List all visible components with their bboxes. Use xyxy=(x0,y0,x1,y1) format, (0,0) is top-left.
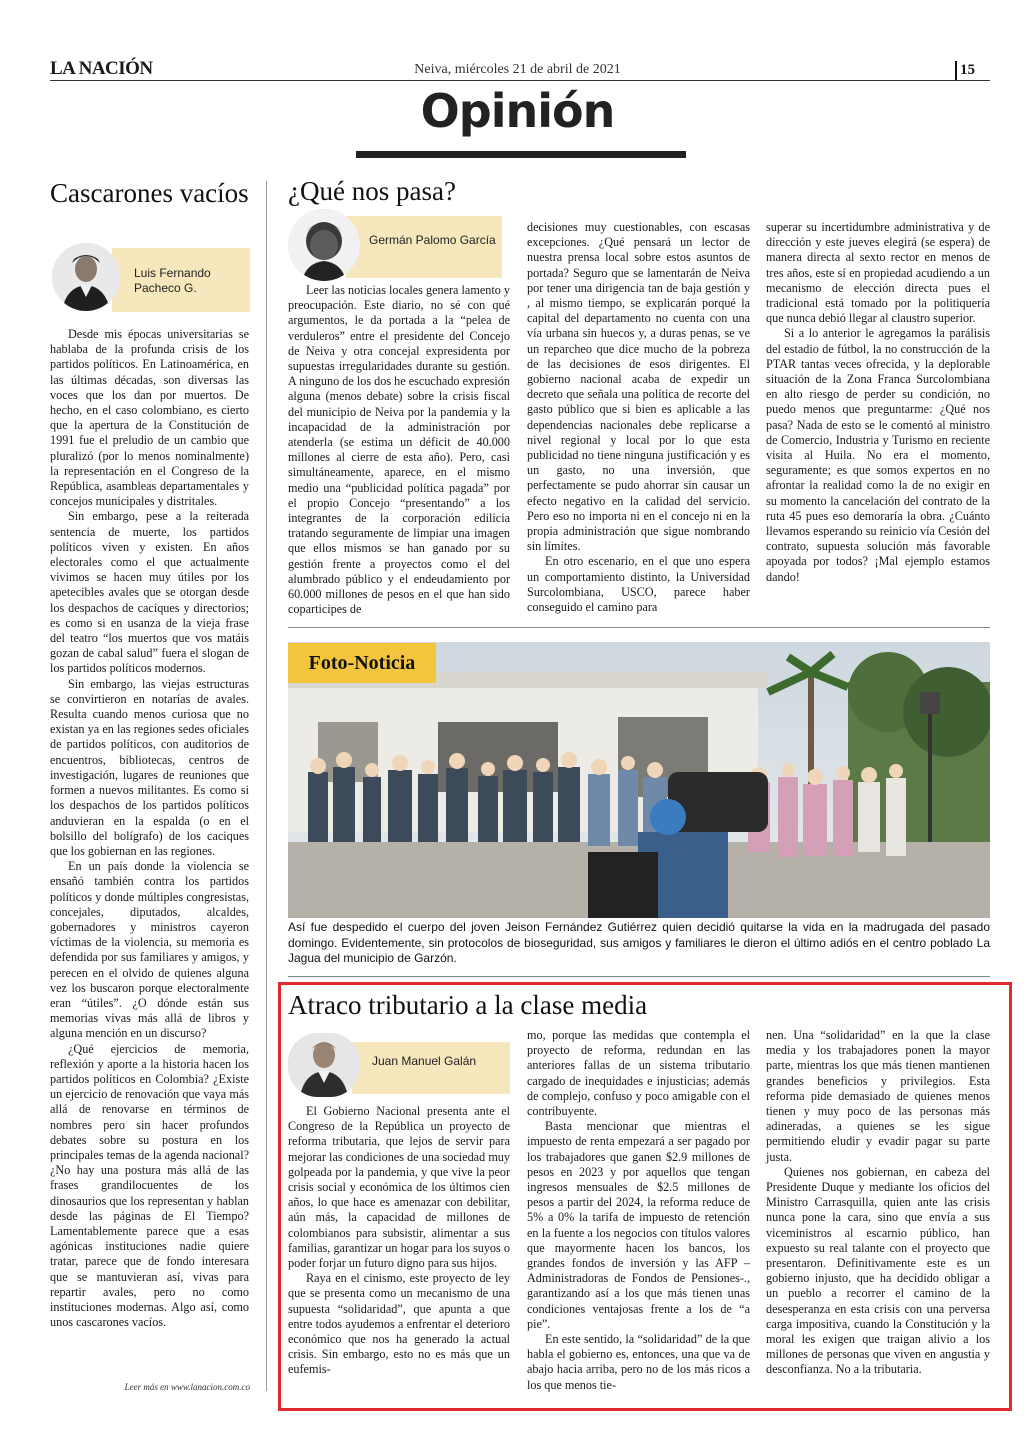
paragraph: superar su incertidumbre administrativa y de dirección y este jueves elegirá (se espera) de manera directa al sexto rector en menos de tres años, este sí en propiedad acudiendo a un mecanismo de elección directa pues el tradicional está tomado por la politiquería que nunca debió llegar al claustro superior. xyxy=(766,220,990,326)
paragraph: nen. Una “solidaridad” en la que la clase media y los trabajadores ponen la mayor parte, mientras los que más tienen mantienen grandes beneficios y privilegios. Esta reforma pide demasiado de quienes menos tienen y muy poco de las personas más adineradas, a quienes se les sigue permitiendo eludir y evadir pagar su parte justa. xyxy=(766,1028,990,1164)
paragraph: mo, porque las medidas que contempla el proyecto de reforma, redundan en las anteriores fallas de un sistema tributario cargado de inequidades e injusticias; además de complejo, confuso y poco amigable con el contribuyente. xyxy=(527,1028,750,1119)
dateline: Neiva, miércoles 21 de abril de 2021 xyxy=(414,62,621,77)
foto-noticia-label: Foto-Noticia xyxy=(288,643,436,683)
section-underline xyxy=(356,151,686,158)
article-body-col-1 xyxy=(288,283,510,617)
author-name-galan: Juan Manuel Galán xyxy=(372,1054,477,1068)
author-photo-palomo xyxy=(288,209,360,281)
article-title-atraco-tributario: Atraco tributario a la clase media xyxy=(288,990,648,1020)
article-body-cascarones xyxy=(50,327,249,1330)
article-body-col-2 xyxy=(527,220,750,615)
article-body-col-1 xyxy=(288,1104,510,1378)
news-photo xyxy=(288,642,990,918)
paragraph: El Gobierno Nacional presenta ante el Congreso de la República un proyecto de reforma tributaria, que lejos de servir para mejorar las condiciones de una sociedad muy golpeada por la pandemia, y que vive la peor crisis social y económica de los últimos cien años, lo que hace es amenazar con debilitar, aún más, la capacidad de millones de colombianos para subsistir, alimentar a sus familias, garantizar un hogar para los suyos o poder forjar un futuro digno para sus hijos. xyxy=(288,1104,510,1271)
paragraph: En este sentido, la “solidaridad” de la que habla el gobierno es, entonces, una que va de abajo hacia arriba, pero no de los más ricos a los que menos tie- xyxy=(527,1332,750,1392)
paragraph: Sin embargo, las viejas estructuras se convirtieron en notarías de avales. Resulta cuando menos curiosa que no existan ya en las regiones sedes oficiales de partidos políticos, con auditorios de encuentros, bibliotecas, centros de investigación, lugares de reuniones que formen a nuevos militantes. Es como si los despachos de los partidos políticos anduvieran en la espalda (o en el bolsillo del bolígrafo) de los caciques que los gobiernan en las regiones. xyxy=(50,676,249,858)
column-divider xyxy=(266,181,267,1391)
paragraph: En un país donde la violencia se ensañó también contra los partidos políticos y donde múltiples congresistas, concejales, diputados, alcaldes, gobernadores y ministros cayeron víctimas de la violencia, su memoria es defendida por sus familiares y amigos, y perecen en el olvido de quienes alguna vez los buscaron porque electoralmente eran “útiles”. ¿O dónde están sus memorias vivas más allá de libros y alguna mención en un discurso? xyxy=(50,859,249,1041)
section-divider xyxy=(288,627,990,628)
paragraph: Raya en el cinismo, este proyecto de ley que se presenta como un mecanismo de una supuesta “solidaridad”, que apunta a que entre todos ayudemos a enfrentar el deterioro económico que nos ha generado la actual crisis. Sin embargo, esto no es más que un eufemis- xyxy=(288,1271,510,1377)
paragraph: Basta mencionar que mientras el impuesto de renta empezará a ser pagado por los trabajadores que ganen $2.9 millones de pesos en 2023 y por aquellos que tengan ingresos mensuales de $2.5 millones de pesos a partir del 2024, la reforma reduce de 5% a 0% la tarifa de impuesto de retención en la fuente a los negocios con títulos valores que mayormente hacen los bancos, los grandes fondos de inversión y las AFP –Administradoras de Fondos de Pensiones-., garantizando así a los que más tienen unas condiciones ventajosas frente a los de “a pie”. xyxy=(527,1119,750,1331)
article-title-que-nos-pasa: ¿Qué nos pasa? xyxy=(288,176,456,206)
section-divider xyxy=(288,976,990,977)
paragraph: Leer las noticias locales genera lamento y preocupación. Este diario, no sé con qué argumentos, le da portada a la “pelea de verduleros” entre el presidente del Concejo de Neiva y otra concejal expresidenta por supuestas irregularidades durante su gestión. A ninguno de los dos he escuchado expresión alguna (menos debate) sobre la crisis fiscal del municipio de Neiva por la pandemia y la incapacidad de la administración por atenderla (se estima un déficit de 40.000 millones al cierre de esta año). Pero, casi simultáneamente, aparece, en el mismo medio una “publicidad política pagada” por el propio Concejo “presentando” a los integrantes de la corporación edilicia tratando seguramente de limpiar una imagen que ellos mismos se han ganado por su gestión frente a proyectos como el del alumbrado público y el endeudamiento por 60.000 millones de pesos en el que han sido coparticipes de xyxy=(288,283,510,617)
masthead-rule xyxy=(50,80,990,81)
author-name-palomo: Germán Palomo García xyxy=(369,233,496,247)
paragraph: Quienes nos gobiernan, en cabeza del Presidente Duque y mediante los oficios del Ministro Carrasquilla, quien ante las crisis nunca pone la cara, sino que envía a sus viceministros al escarnio público, han expuesto su real talante con el proyecto que presentaron. Definitivamente este es un gobierno injusto, que ha decidido obligar a un pueblo a recorrer el camino de la desesperanza en esta crisis con una perversa carga impositiva, cuando la Constitución y la moral les exigen que traigan alivio a los millones de personas que viven en angustia y desconfianza. No a la tributaria. xyxy=(766,1164,990,1377)
paragraph: Desde mis épocas universitarias se hablaba de la profunda crisis de los partidos políticos. En Latinoamérica, en las últimas décadas, son diversas las voces que los dan por muertos. De hecho, en el caso colombiano, es cierto que la apertura de la Constitución de 1991 fue el preludio de un cambio que pluralizó (por lo menos nominalmente) la representación en el Congreso de la República, asambleas departamentales y concejos municipales y distritales. xyxy=(50,327,249,509)
article-body-col-3 xyxy=(766,220,990,585)
author-photo-galan xyxy=(288,1033,360,1097)
section-title: Opinión xyxy=(420,84,615,138)
masthead-logo: LA NACIÓN xyxy=(50,58,153,79)
author-photo-pacheco xyxy=(52,243,120,311)
paragraph: Sin embargo, pese a la reiterada sentencia de muerte, los partidos políticos viven y existen. En años electorales como el que actualmente vivimos se hacen muy útiles por los apetecibles avales que se otorgan desde los despachos de caciques y directorios; es como si en usanza de la vieja frase del teatro “los muertos que vos matáis gozan de cabal salud” fuera el slogan de los partidos políticos modernos. xyxy=(50,509,249,676)
paragraph: En otro escenario, en el que uno espera un comportamiento distinto, la Universidad Surcolombiana, USCO, parece haber conseguido el camino para xyxy=(527,554,750,615)
article-title-cascarones: Cascarones vacíos xyxy=(50,178,249,208)
article-body-col-3 xyxy=(766,1028,990,1378)
paragraph: Si a lo anterior le agregamos la parálisis del estadio de fútbol, la no construcción de la PTAR tantas veces ofrecida, y la deplorable situación de la Zona Franca Surcolombiana en alto riesgo de perder su condición, no puedo menos que preguntarme: ¿Qué nos pasa? Nada de esto se le comentó al ministro de Comercio, Industria y Turismo en reciente visita al Huila. No era el momento, seguramente; es que somos expertos en no afrontar la realidad como la de no exigir en su momento la cancelación del contrato de la ruta 45 pues eso demoraría la obra. ¿Cuánto llevamos esperando su reinicio vía Cesión del contrato, supuesta solución más favorable apoyada por todos? ¡Mal ejemplo estamos dando! xyxy=(766,326,990,584)
read-more-link[interactable]: Leer más en www.lanacion.com.co xyxy=(124,1382,250,1392)
article-body-col-2 xyxy=(527,1028,750,1393)
page-number: 15 xyxy=(960,62,975,78)
photo-caption: Así fue despedido el cuerpo del joven Jeison Fernández Gutiérrez quien decidió quitarse la vida en la madrugada del pasado domingo. Evidentemente, sin protocolos de bioseguridad, sus amigos y familiares le dieron el último adiós en el centro poblado La Jagua del municipio de Garzón. xyxy=(288,920,990,965)
author-name-pacheco: Luis Fernando Pacheco G. xyxy=(134,266,211,295)
paragraph: decisiones muy cuestionables, con escasas excepciones. ¿Qué pensará un lector de nuestra prensa local sobre estos asuntos de portada? Seguro que se lamentarán de Neiva por tener una dirigencia tan de baja gestión y , al mismo tiempo, se explicarán porqué la capital del departamento no cuenta con una vía urbana sin huecos y, a duras penas, se ve un reparcheo que dice mucho de la pobreza de las decisiones de esos dirigentes. El gobierno nacional acaba de expedir un decreto que señala una política de recorte del gasto público que si bien es aplicable a las dependencias nacionales debe replicarse a nivel regional y local por lo que esta publicidad no tiene ninguna justificación y es un gasto, no una inversión, que perfectamente se pudo ahorrar sin causar un efecto negativo en la calidad del servicio. Pero eso no importa ni en el concejo ni en la propia administración que sigue nombrando sin límites. xyxy=(527,220,750,554)
paragraph: ¿Qué ejercicios de memoria, reflexión y aporte a la historia hacen los partidos políticos en Colombia? ¿Existe un ejercicio de renovación que vaya más allá de renovarse en términos de nombres pero sin hacer profundos debates sobre su postura en los principales temas de la agenda nacional? ¿No hay una postura más allá de las frases grandilocuentes de los dinosaurios que los representan y hablan desde las páginas de El Tiempo? Lamentablemente parece que a esas agónicas instituciones nadie quiere tratar, parece que de fondo interesara que se mantuvieran así, vivas para repartir avales, pero no como instituciones modernas. Algo así, como unos cascarones vacíos. xyxy=(50,1041,249,1330)
